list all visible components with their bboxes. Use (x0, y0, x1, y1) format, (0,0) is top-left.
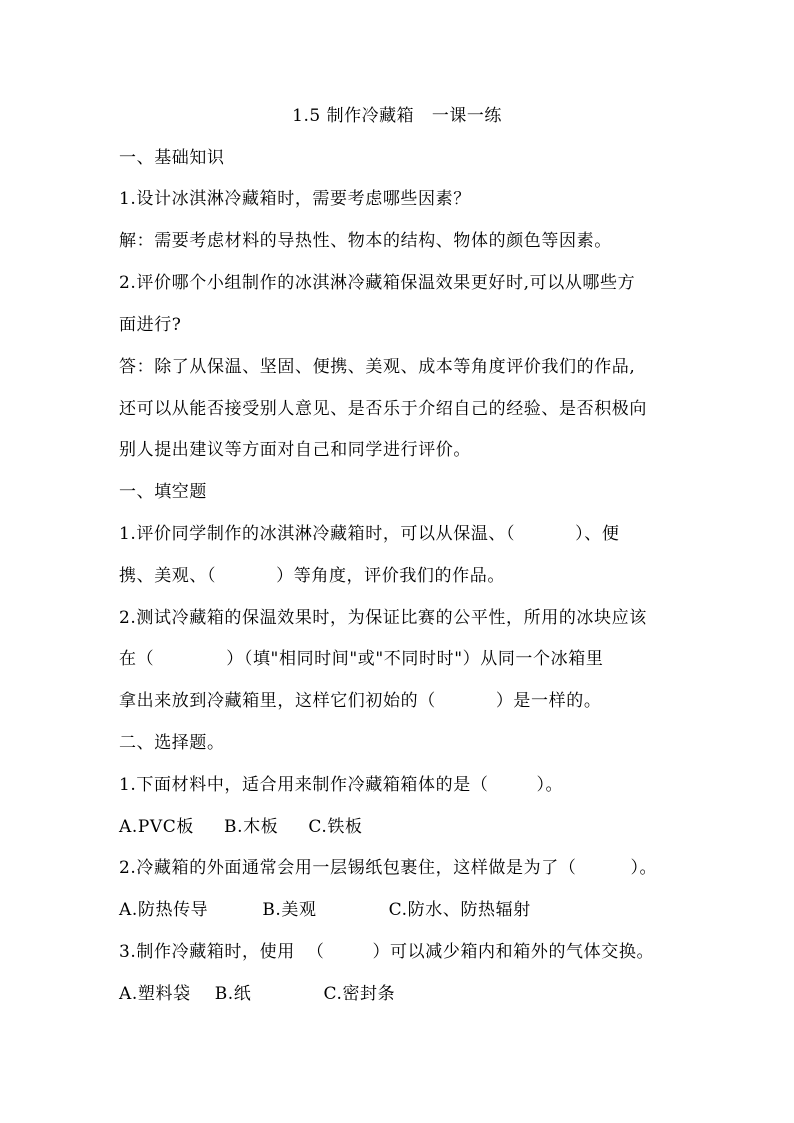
question-text: 拿出来放到冷藏箱里，这样它们初始的（ ）是一样的。 (119, 691, 602, 711)
question-text: 1.设计冰淇淋冷藏箱时，需要考虑哪些因素？ (119, 189, 471, 209)
question-text: 3.制作冷藏箱时，使用 （ ）可以减少箱内和箱外的气体交换。 (119, 942, 655, 962)
answer-text: 解：需要考虑材料的导热性、物本的结构、物体的颜色等因素。 (119, 231, 612, 251)
question-text: 1.下面材料中，适合用来制作冷藏箱箱体的是（ ）。 (119, 775, 564, 795)
document-title: 1.5 制作冷藏箱 一课一练 (292, 106, 502, 126)
question-text: 面进行? (119, 315, 182, 335)
section-heading-choice: 二、选择题。 (119, 733, 225, 753)
section-heading-basics: 一、基础知识 (119, 148, 225, 168)
answer-text: 别人提出建议等方面对自己和同学进行评价。 (119, 440, 471, 460)
question-text: 2.冷藏箱的外面通常会用一层锡纸包裹住，这样做是为了（ ）。 (119, 858, 658, 878)
answer-text: 还可以从能否接受别人意见、是否乐于介绍自己的经验、是否积极向 (119, 399, 647, 419)
answer-options: A.防热传导 B.美观 C.防水、防热辐射 (119, 900, 531, 920)
section-heading-fill-blank: 一、填空题 (119, 482, 207, 502)
question-text: 1.评价同学制作的冰淇淋冷藏箱时，可以从保温、（ ）、便 (119, 524, 620, 544)
question-text: 携、美观、（ ）等角度，评价我们的作品。 (119, 566, 505, 586)
question-text: 在（ ）（填"相同时间"或"不同时时"）从同一个冰箱里 (119, 649, 604, 669)
answer-options: A.PVC板 B.木板 C.铁板 (119, 817, 363, 837)
question-text: 2.评价哪个小组制作的冰淇淋冷藏箱保温效果更好时,可以从哪些方 (119, 273, 636, 293)
answer-text: 答：除了从保温、坚固、便携、美观、成本等角度评价我们的作品, (119, 357, 636, 377)
answer-options: A.塑料袋 B.纸 C.密封条 (119, 984, 396, 1004)
question-text: 2.测试冷藏箱的保温效果时，为保证比赛的公平性，所用的冰块应该 (119, 608, 647, 628)
